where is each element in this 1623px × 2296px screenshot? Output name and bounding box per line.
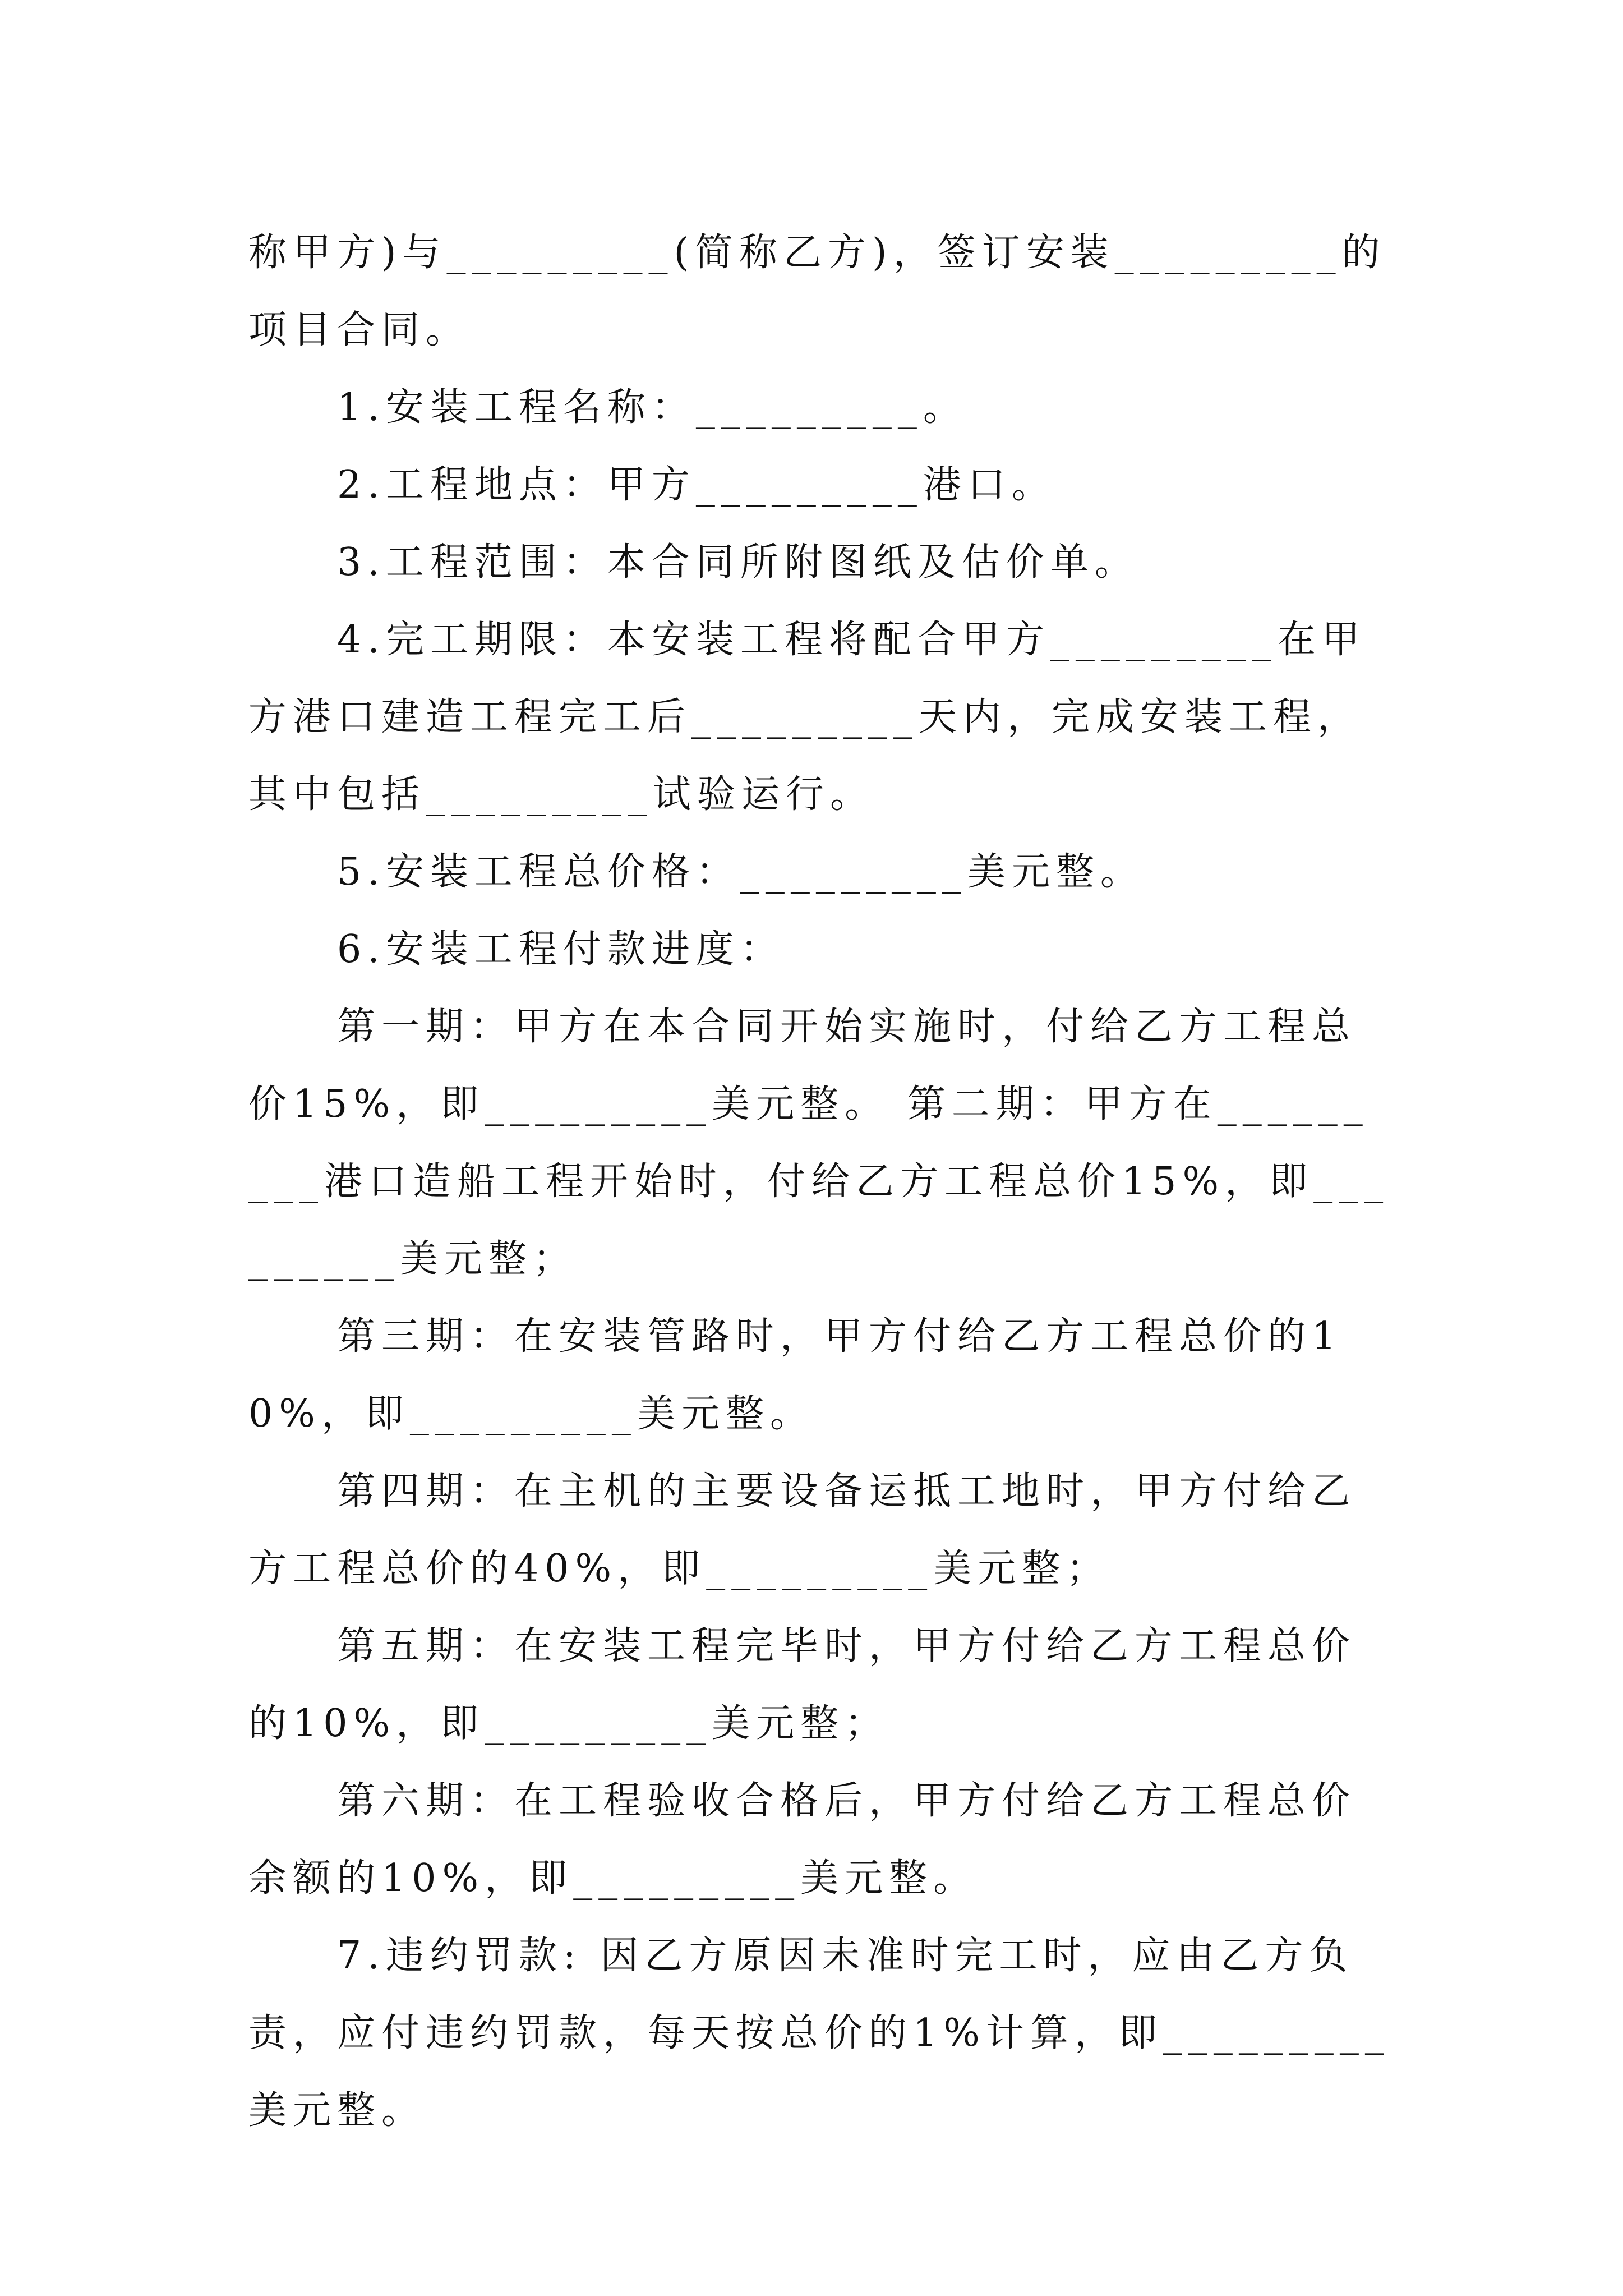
paragraph-payment-schedule-heading: 6.安装工程付款进度： [337,927,785,972]
paragraph-payment-phase-3: 第三期：在安装管路时，甲方付给乙方工程总价的10%，即_________美元整。 [248,1314,1343,1436]
paragraph-penalty: 7.违约罚款: 因乙方原因未准时完工时，应由乙方负责，应付违约罚款，每天按总价的1%计算，即_________美元整。 [248,1934,1390,2133]
paragraph-total-price: 5.安装工程总价格：_________美元整。 [337,850,1145,894]
paragraph-payment-phase-4: 第四期：在主机的主要设备运抵工地时，甲方付给乙方工程总价的40%，即_________美元整； [248,1469,1357,1591]
paragraph-completion-deadline: 4.完工期限：本安装工程将配合甲方_________在甲方港口建造工程完工后_________天内，完成安装工程，其中包括_________试验运行。 [248,618,1366,817]
paragraph-payment-phase-6: 第六期：在工程验收合格后，甲方付给乙方工程总价余额的10%，即_________美元整。 [248,1779,1357,1901]
paragraph-project-scope: 3.工程范围：本合同所附图纸及估价单。 [337,540,1139,585]
paragraph-payment-phase-1-2: 第一期：甲方在本合同开始实施时，付给乙方工程总价15%，即_________美元整。 第二期：甲方在_________港口造船工程开始时，付给乙方工程总价15%，即_________美元整； [248,1005,1390,1281]
paragraph-parties: 称甲方)与_________(简称乙方)，签订安装_________的项目合同。 [248,231,1386,352]
paragraph-payment-phase-5: 第五期：在安装工程完毕时，甲方付给乙方工程总价的10%，即_________美元整； [248,1624,1357,1746]
paragraph-project-name: 1.安装工程名称：_________。 [337,385,967,430]
paragraph-project-location: 2.工程地点：甲方_________港口。 [337,463,1056,507]
document-body [248,214,1393,2150]
